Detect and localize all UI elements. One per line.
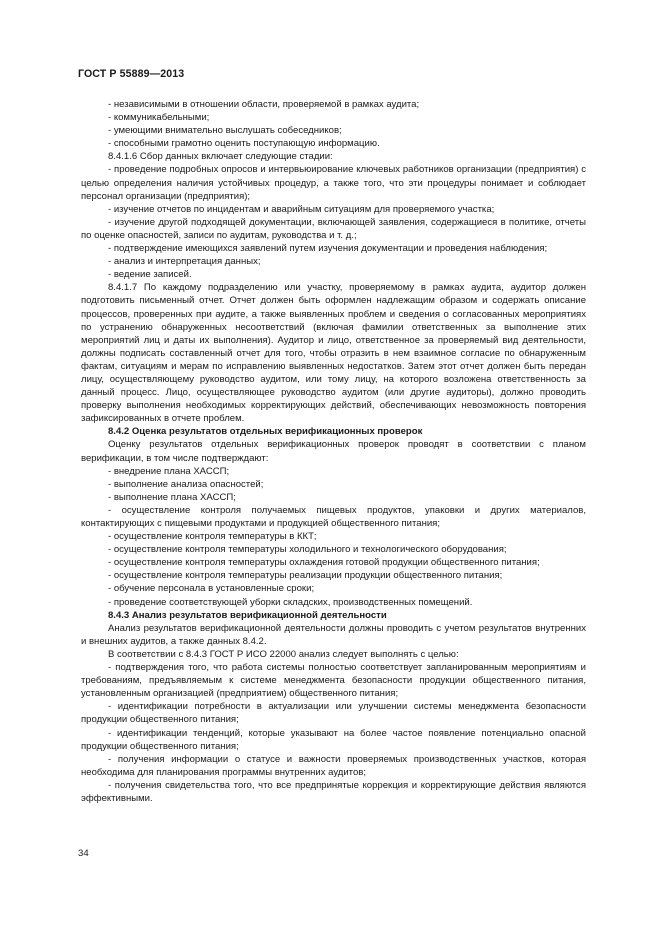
paragraph: - осуществление контроля температуры охлаждения готовой продукции общественного питания; [108, 557, 540, 569]
paragraph: - выполнение плана ХАССП; [108, 491, 236, 503]
paragraph: - осуществление контроля температуры холодильного и технологического оборудования; [108, 544, 507, 556]
paragraph: - осуществление контроля получаемых пищевых продуктов, упаковки и других материалов, контактирующих с пищевыми продуктами и продукцией общественного питания; [81, 504, 586, 529]
document-header: ГОСТ Р 55889—2013 [78, 68, 185, 80]
paragraph: - проведение подробных опросов и интервьюирование ключевых работников организации (предприятия) с целью определения наличия устойчивых процедур, а также того, что эти процедуры понимает и соблюдает персонал организации (предприятия); [81, 164, 586, 202]
paragraph: - осуществление контроля температуры в ККТ; [108, 531, 317, 543]
paragraph: 8.4.1.7 По каждому подразделению или участку, проверяемому в рамках аудита, аудитор должен подготовить письменный отчет. Отчет должен быть оформлен надлежащим образом и содержать описание процессов, проверенных при аудите, а также выявленных проблем и сведения о согласованных мероприятиях по устранению обнаруженных несоответствий (включая фамилии ответственных за выполнение этих мероприятий лиц и даты их выполнения). Аудитор и лицо, ответственное за проверяемый вид деятельности, должны подписать составленный отчет для того, чтобы отразить в нем взаимное согласие по обнаруженным фактам, ситуациям и мерам по исправлению выявленных недостатков. Затем этот отчет должен быть передан лицу, осуществляющему руководство аудитом, или тому лицу, на которого возложена ответственность за данный процесс. Лицо, осуществляющее руководство аудитом (или другие аудиторы), должно проводить проверку выполнения необходимых корректирующих действий, обеспечивающих невозможность повторения зафиксированных в отчете проблем. [81, 282, 586, 425]
paragraph: В соответствии с 8.4.3 ГОСТ Р ИСО 22000 анализ следует выполнять с целью: [108, 648, 459, 660]
section-heading: 8.4.3 Анализ результатов верификационной деятельности [108, 609, 387, 621]
paragraph: - подтверждения того, что работа системы полностью соответствует запланированным мероприятиям и требованиям, предъявляемым к системе менеджмента безопасности продукции общественного питания, установленным организацией (предприятием) общественного питания; [81, 662, 586, 700]
paragraph: - коммуникабельными; [108, 112, 210, 124]
paragraph: - проведение соответствующей уборки складских, производственных помещений. [108, 596, 473, 608]
paragraph: - получения свидетельства того, что все предпринятые коррекция и корректирующие действия являются эффективными. [81, 779, 586, 804]
paragraph: - изучение другой подходящей документации, включающей заявления, содержащиеся в политике, отчеты по оценке опасностей, записи по аудитам, руководства и т. д.; [81, 216, 586, 241]
page-number: 34 [78, 848, 89, 859]
paragraph: - получения информации о статусе и важности проверяемых производственных участков, которая необходима для планирования программы внутренних аудитов; [81, 753, 586, 778]
document-body [81, 98, 586, 805]
section-heading: 8.4.2 Оценка результатов отдельных верификационных проверок [108, 426, 423, 438]
paragraph: - умеющими внимательно выслушать собеседников; [108, 125, 342, 137]
paragraph: - обучение персонала в установленные сроки; [108, 583, 315, 595]
paragraph: - анализ и интерпретация данных; [108, 256, 261, 268]
paragraph: 8.4.1.6 Сбор данных включает следующие стадии: [108, 151, 333, 163]
paragraph: - ведение записей. [108, 269, 192, 281]
paragraph: - осуществление контроля температуры реализации продукции общественного питания; [108, 570, 503, 582]
paragraph: Анализ результатов верификационной деятельности должны проводить с учетом результатов внутренних и внешних аудитов, а также данных 8.4.2. [81, 622, 586, 647]
paragraph: - изучение отчетов по инцидентам и аварийным ситуациям для проверяемого участка; [108, 203, 495, 215]
paragraph: Оценку результатов отдельных верификационных проверок проводят в соответствии с планом верификации, в том числе подтверждают: [81, 439, 586, 464]
paragraph: - идентификации тенденций, которые указывают на более частое появление потенциально опасной продукции общественного питания; [81, 727, 586, 752]
paragraph: - внедрение плана ХАССП; [108, 465, 230, 477]
paragraph: - независимыми в отношении области, проверяемой в рамках аудита; [108, 99, 420, 110]
paragraph: - способными грамотно оценить поступающую информацию. [108, 138, 380, 150]
paragraph: - выполнение анализа опасностей; [108, 478, 264, 490]
paragraph: - идентификации потребности в актуализации или улучшении системы менеджмента безопасности продукции общественного питания; [81, 701, 586, 726]
paragraph: - подтверждение имеющихся заявлений путем изучения документации и проведения наблюдения; [108, 243, 548, 255]
